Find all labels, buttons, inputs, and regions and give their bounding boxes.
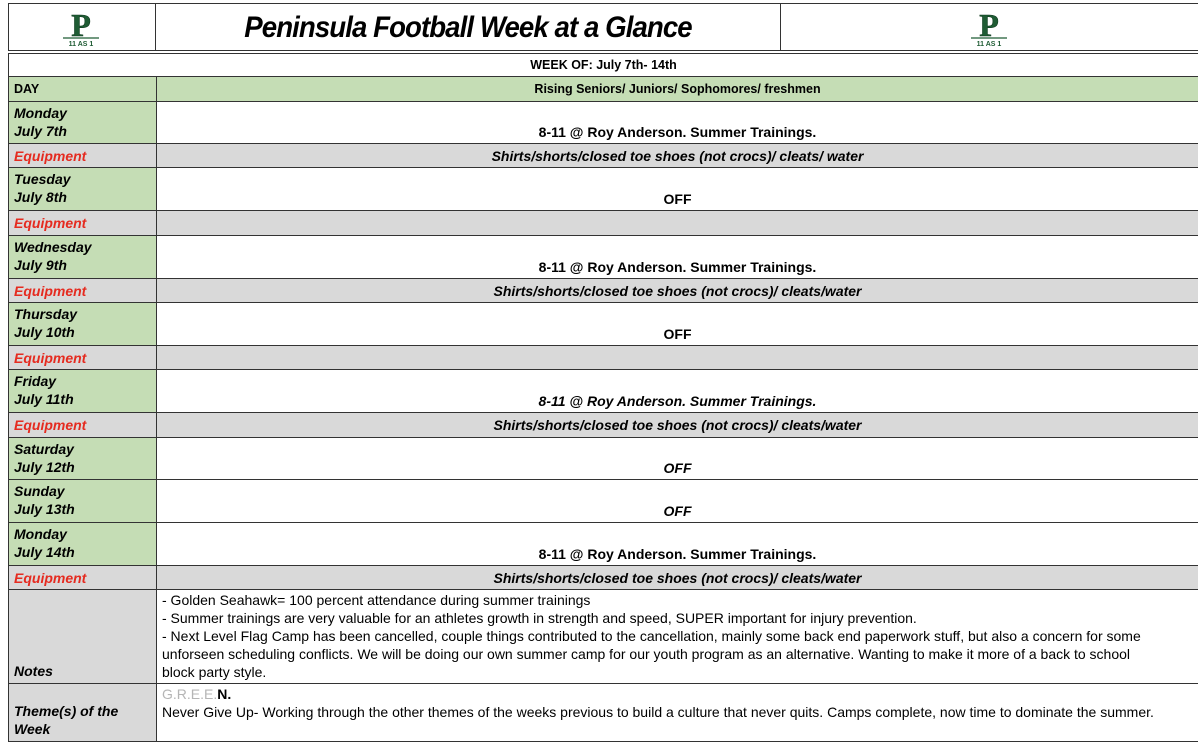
note-line: - Summer trainings are very valuable for an athletes growth in strength and speed, SUPER important for injury prevention.	[162, 610, 917, 626]
day-row	[9, 523, 1199, 566]
equipment-label: Equipment	[9, 566, 157, 590]
day-row	[9, 102, 1199, 144]
notes-content	[157, 590, 1199, 684]
week-of-row	[9, 54, 1199, 77]
equipment-label: Equipment	[9, 279, 157, 303]
day-row	[9, 370, 1199, 413]
equipment-label: Equipment	[9, 144, 157, 168]
day-cell: Monday July 7th	[9, 102, 157, 144]
svg-text:11 AS 1: 11 AS 1	[976, 41, 1002, 48]
peninsula-logo-left	[51, 8, 111, 48]
activity-cell: 8-11 @ Roy Anderson. Summer Trainings.	[157, 236, 1199, 279]
theme-acronym: G.R.E.E.N.	[162, 686, 232, 702]
notes-label: Notes	[9, 590, 157, 684]
theme-label: Theme(s) of the Week	[9, 684, 157, 742]
day-column-header: DAY	[9, 77, 157, 102]
svg-text:11 AS 1: 11 AS 1	[68, 41, 94, 48]
equipment-value: Shirts/shorts/closed toe shoes (not crocs)/ cleats/water	[157, 279, 1199, 303]
day-cell: Sunday July 13th	[9, 480, 157, 523]
activity-cell: OFF	[157, 168, 1199, 211]
peninsula-logo-right	[959, 8, 1019, 48]
equipment-value	[157, 346, 1199, 370]
p-logo-icon	[959, 8, 1019, 48]
note-line: - Golden Seahawk= 100 percent attendance during summer trainings	[162, 592, 591, 608]
note-line: unforseen scheduling conflicts. We will be doing our own summer camp for our youth program as an alternative. Wanting to make it more of a back to school	[162, 646, 1131, 662]
activity-cell: 8-11 @ Roy Anderson. Summer Trainings.	[157, 523, 1199, 566]
svg-text:P: P	[71, 8, 91, 43]
header-title-cell	[155, 3, 781, 51]
header-left-cell	[8, 3, 156, 51]
equipment-row	[9, 211, 1199, 236]
day-row	[9, 168, 1199, 211]
page-title: Peninsula Football Week at a Glance	[244, 11, 692, 44]
schedule-table	[8, 53, 1198, 742]
activity-cell: OFF	[157, 438, 1199, 480]
theme-content	[157, 684, 1199, 742]
notes-row	[9, 590, 1199, 684]
day-row	[9, 236, 1199, 279]
day-cell: Monday July 14th	[9, 523, 157, 566]
day-row	[9, 438, 1199, 480]
note-line: - Next Level Flag Camp has been cancelled, couple things contributed to the cancellation, mainly some back end paperwork stuff, but also a concern for some	[162, 628, 1141, 644]
equipment-label: Equipment	[9, 211, 157, 236]
p-logo-icon	[51, 8, 111, 48]
header-right-cell	[780, 3, 1198, 51]
day-cell: Friday July 11th	[9, 370, 157, 413]
equipment-row	[9, 279, 1199, 303]
activity-cell: OFF	[157, 303, 1199, 346]
group-column-header: Rising Seniors/ Juniors/ Sophomores/ freshmen	[157, 77, 1199, 102]
equipment-value: Shirts/shorts/closed toe shoes (not crocs)/ cleats/ water	[157, 144, 1199, 168]
day-cell: Tuesday July 8th	[9, 168, 157, 211]
equipment-row	[9, 413, 1199, 438]
day-row	[9, 303, 1199, 346]
day-row	[9, 480, 1199, 523]
day-cell: Wednesday July 9th	[9, 236, 157, 279]
schedule-sheet	[8, 3, 1198, 751]
note-line: block party style.	[162, 664, 267, 680]
equipment-value: Shirts/shorts/closed toe shoes (not crocs)/ cleats/water	[157, 413, 1199, 438]
equipment-row	[9, 566, 1199, 590]
activity-cell: OFF	[157, 480, 1199, 523]
equipment-value: Shirts/shorts/closed toe shoes (not crocs)/ cleats/water	[157, 566, 1199, 590]
equipment-value	[157, 211, 1199, 236]
svg-text:P: P	[979, 8, 999, 43]
day-cell: Saturday July 12th	[9, 438, 157, 480]
week-of-label: WEEK OF: July 7th- 14th	[9, 54, 1199, 77]
equipment-label: Equipment	[9, 346, 157, 370]
equipment-label: Equipment	[9, 413, 157, 438]
equipment-row	[9, 346, 1199, 370]
theme-row	[9, 684, 1199, 742]
activity-cell: 8-11 @ Roy Anderson. Summer Trainings.	[157, 370, 1199, 413]
column-header-row	[9, 77, 1199, 102]
day-cell: Thursday July 10th	[9, 303, 157, 346]
theme-text: Never Give Up- Working through the other themes of the weeks previous to build a culture that never quits. Camps complete, now time to dominate the summer.	[162, 704, 1154, 720]
equipment-row	[9, 144, 1199, 168]
activity-cell: 8-11 @ Roy Anderson. Summer Trainings.	[157, 102, 1199, 144]
